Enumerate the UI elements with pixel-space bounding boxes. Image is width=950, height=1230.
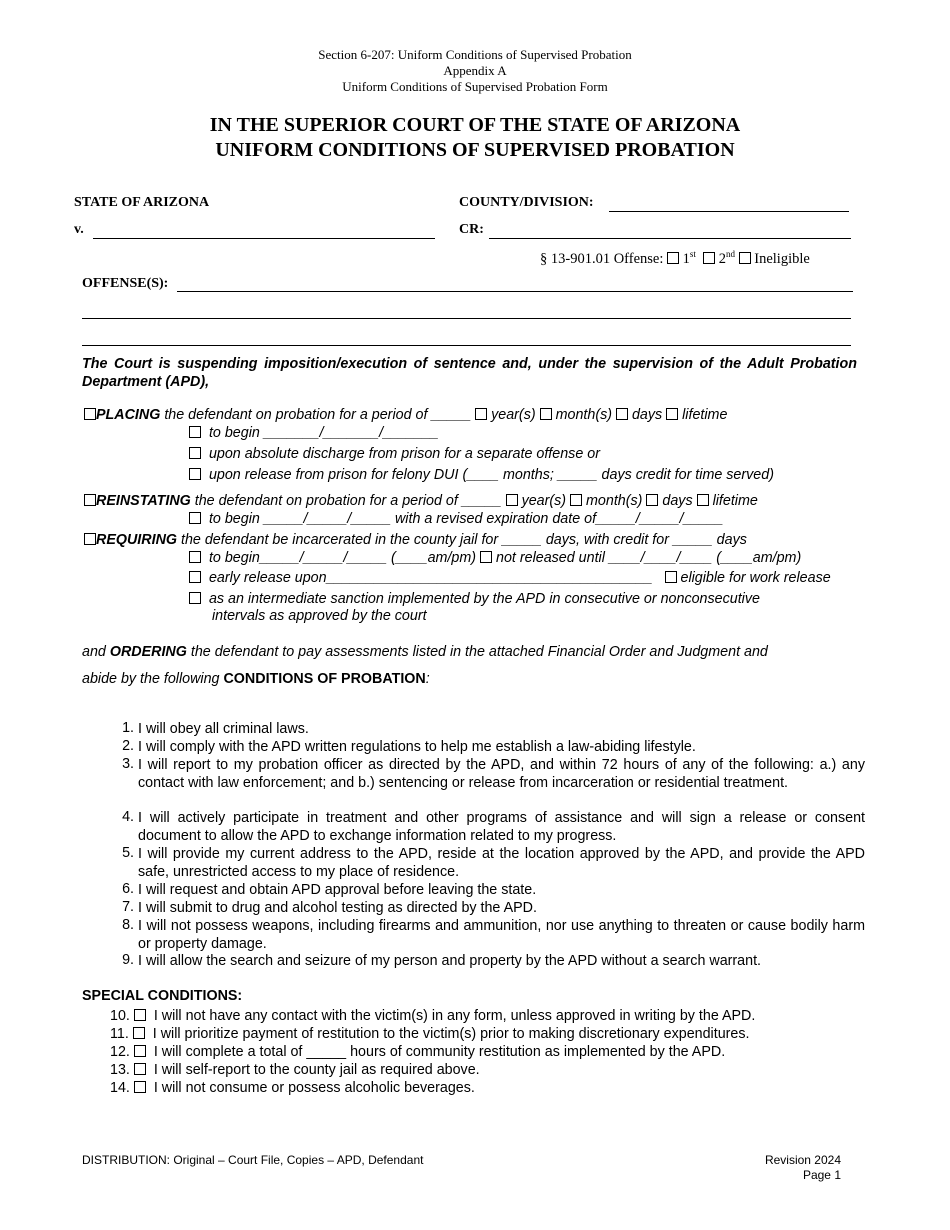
- special-condition-10: 10. I will not have any contact with the victim(s) in any form, unless approved in writing by the APD.: [110, 1008, 756, 1024]
- revision-label: Revision 2024: [764, 1153, 841, 1167]
- placing-row: PLACING the defendant on probation for a period of _____ year(s) month(s) days lifetime: [84, 407, 727, 423]
- county-field[interactable]: [609, 211, 849, 212]
- ordering-line-2: abide by the following CONDITIONS OF PROBATION:: [82, 671, 430, 687]
- placing-text: the defendant on probation for a period of _____: [160, 407, 472, 423]
- placing-months-checkbox[interactable]: [540, 408, 552, 420]
- reinstating-begin-checkbox[interactable]: [189, 512, 201, 524]
- intermediate-sanction-row: as an intermediate sanction implemented by the APD in consecutive or nonconsecutive: [189, 591, 760, 607]
- appendix-label: Appendix A: [443, 63, 507, 78]
- ordering-line-1: and ORDERING the defendant to pay assessments listed in the attached Financial Order and Judgment and: [82, 644, 768, 660]
- placing-discharge-checkbox[interactable]: [189, 447, 201, 459]
- ineligible-label: Ineligible: [754, 250, 810, 267]
- placing-discharge-row: upon absolute discharge from prison for a separate offense or: [189, 446, 600, 462]
- first-offense-checkbox[interactable]: [667, 252, 679, 264]
- special-condition-14-checkbox[interactable]: [134, 1081, 146, 1093]
- requiring-text: the defendant be incarcerated in the county jail for _____ days, with credit for _____ days: [177, 532, 747, 548]
- page-number: Page 1: [802, 1168, 841, 1182]
- placing-keyword: PLACING: [96, 407, 161, 423]
- conditions-of-probation-label: CONDITIONS OF PROBATION: [223, 671, 426, 687]
- requiring-keyword: REQUIRING: [96, 532, 178, 548]
- offenses-field-line-3[interactable]: [82, 345, 851, 346]
- intro-paragraph: The Court is suspending imposition/execution of sentence and, under the supervision of the Adult Probation Department (APD),: [82, 356, 857, 390]
- placing-days-checkbox[interactable]: [616, 408, 628, 420]
- court-title: IN THE SUPERIOR COURT OF THE STATE OF ARIZONA: [209, 114, 741, 136]
- requiring-begin-row: to begin_____/_____/_____ (____am/pm) not released until ____/____/____ (____am/pm): [189, 550, 801, 566]
- intermediate-sanction-line2: intervals as approved by the court: [212, 608, 427, 624]
- intermediate-sanction-checkbox[interactable]: [189, 592, 201, 604]
- reinstating-months-checkbox[interactable]: [570, 494, 582, 506]
- county-label: COUNTY/DIVISION:: [459, 195, 594, 210]
- ineligible-checkbox[interactable]: [739, 252, 751, 264]
- special-condition-13: 13. I will self-report to the county jail as required above.: [110, 1062, 480, 1078]
- special-condition-12-checkbox[interactable]: [134, 1045, 146, 1057]
- placing-dui-checkbox[interactable]: [189, 468, 201, 480]
- offenses-field-line-2[interactable]: [82, 318, 851, 319]
- placing-years-checkbox[interactable]: [475, 408, 487, 420]
- second-offense-label: 2nd: [718, 249, 736, 267]
- placing-checkbox[interactable]: [84, 408, 96, 420]
- cr-label: CR:: [459, 222, 484, 237]
- special-condition-12: 12. I will complete a total of _____ hours of community restitution as implemented by the APD.: [110, 1044, 726, 1060]
- reinstating-begin-row: to begin _____/_____/_____ with a revised expiration date of_____/_____/_____: [189, 511, 723, 527]
- early-release-checkbox[interactable]: [189, 571, 201, 583]
- special-condition-11-checkbox[interactable]: [133, 1027, 145, 1039]
- requiring-checkbox[interactable]: [84, 533, 96, 545]
- form-title: UNIFORM CONDITIONS OF SUPERVISED PROBATION: [215, 139, 735, 161]
- versus-label: v.: [74, 222, 84, 237]
- placing-dui-row: upon release from prison for felony DUI (____ months; _____ days credit for time served): [189, 467, 774, 483]
- reinstating-text: the defendant on probation for a period of _____: [190, 493, 502, 509]
- not-released-checkbox[interactable]: [480, 551, 492, 563]
- second-offense-checkbox[interactable]: [703, 252, 715, 264]
- work-release-checkbox[interactable]: [665, 571, 677, 583]
- reinstating-keyword: REINSTATING: [96, 493, 191, 509]
- requiring-begin-checkbox[interactable]: [189, 551, 201, 563]
- ordering-keyword: ORDERING: [109, 644, 187, 660]
- special-condition-13-checkbox[interactable]: [134, 1063, 146, 1075]
- special-condition-14: 14. I will not consume or possess alcoholic beverages.: [110, 1080, 475, 1096]
- offenses-field-line-1[interactable]: [177, 291, 853, 292]
- statute-offense-row: [540, 249, 810, 268]
- placing-begin-checkbox[interactable]: [189, 426, 201, 438]
- reinstating-checkbox[interactable]: [84, 494, 96, 506]
- defendant-field[interactable]: [93, 238, 435, 239]
- offenses-label: OFFENSE(S):: [82, 276, 169, 291]
- form-name: Uniform Conditions of Supervised Probation Form: [342, 79, 608, 94]
- section-reference: Section 6-207: Uniform Conditions of Supervised Probation: [318, 47, 632, 62]
- reinstating-years-checkbox[interactable]: [506, 494, 518, 506]
- reinstating-days-checkbox[interactable]: [646, 494, 658, 506]
- special-condition-11: 11. I will prioritize payment of restitution to the victim(s) prior to making discretionary expenditures.: [110, 1026, 750, 1042]
- distribution-note: DISTRIBUTION: Original – Court File, Copies – APD, Defendant: [82, 1153, 424, 1167]
- special-condition-10-checkbox[interactable]: [134, 1009, 146, 1021]
- reinstating-lifetime-checkbox[interactable]: [697, 494, 709, 506]
- statute-label: § 13-901.01 Offense:: [540, 250, 664, 267]
- reinstating-row: REINSTATING the defendant on probation for a period of _____ year(s) month(s) days lifetime: [84, 493, 758, 509]
- first-offense-label: 1st: [682, 249, 696, 267]
- requiring-row: [84, 532, 747, 548]
- placing-begin-row: to begin _______/_______/_______: [189, 425, 439, 441]
- special-conditions-heading: SPECIAL CONDITIONS:: [82, 988, 243, 1004]
- state-label: STATE OF ARIZONA: [74, 195, 210, 210]
- cr-field[interactable]: [489, 238, 851, 239]
- early-release-row: early release upon_________________________________________ eligible for work release: [189, 570, 831, 586]
- placing-lifetime-checkbox[interactable]: [666, 408, 678, 420]
